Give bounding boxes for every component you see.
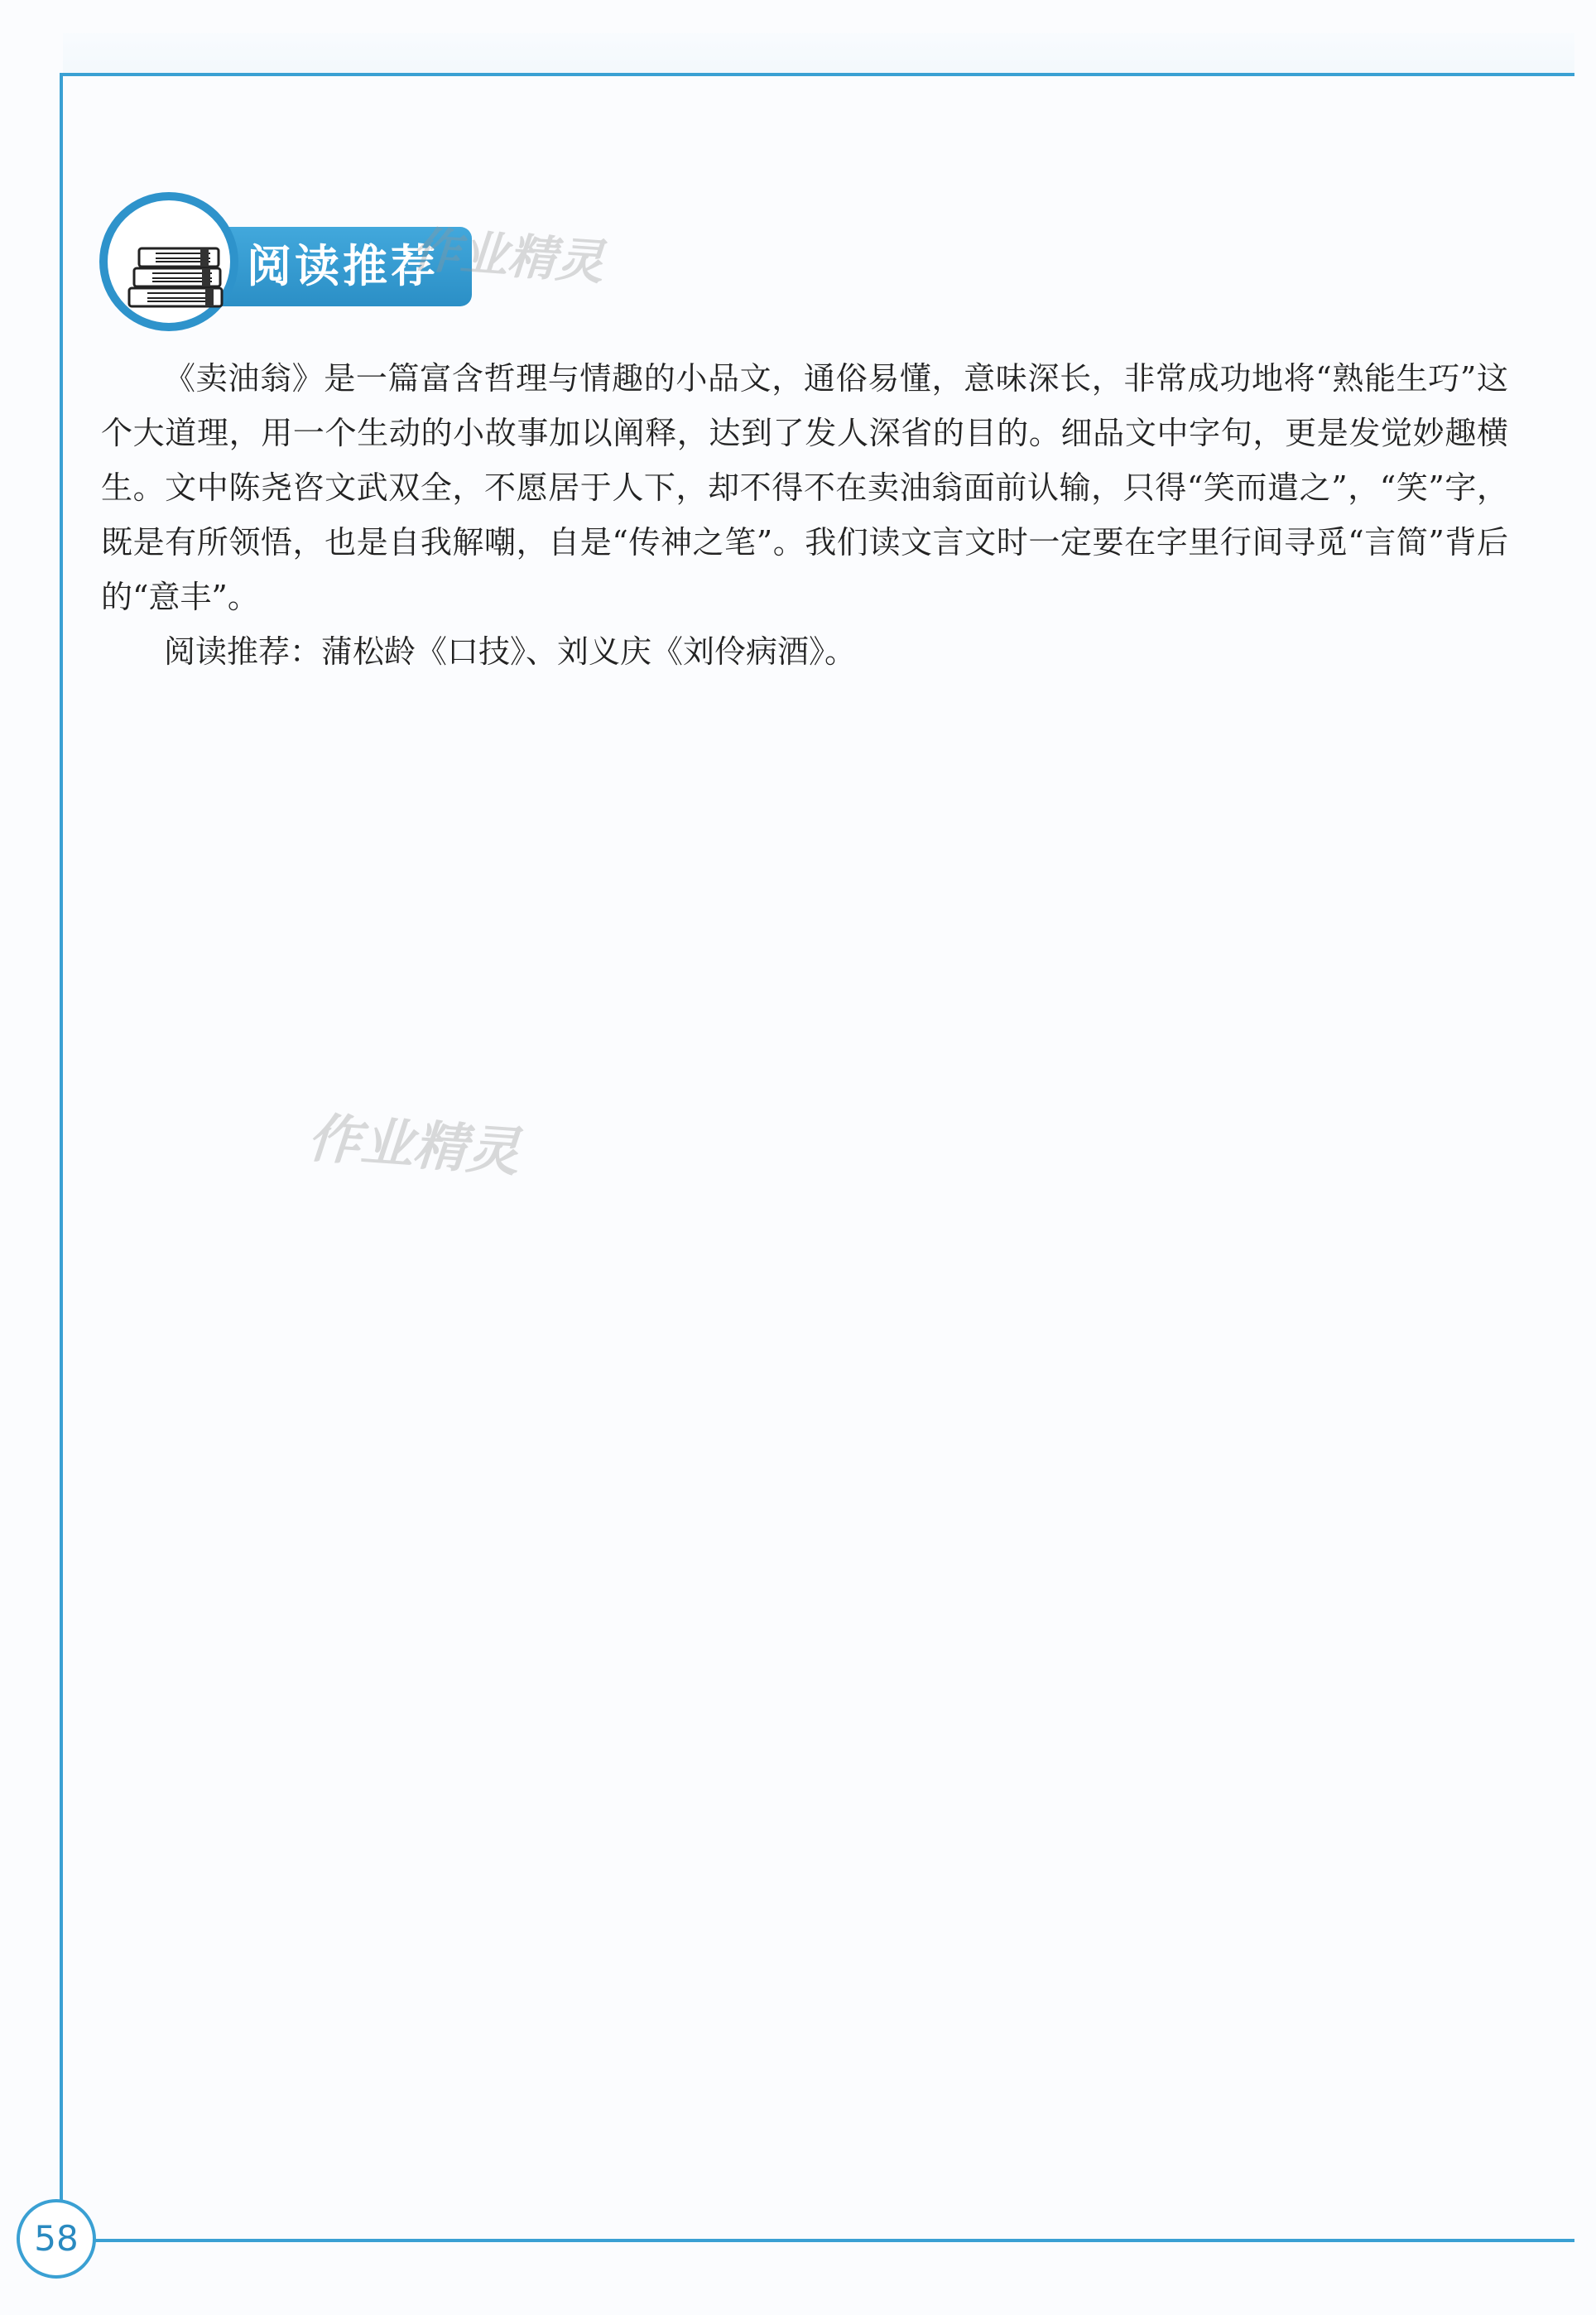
header-circle [99,192,238,331]
watermark: 作业精灵 [410,220,606,291]
reading-recommendation: 阅读推荐：蒲松龄《口技》、刘义庆《刘伶病酒》。 [164,633,857,670]
top-band [63,33,1574,73]
books-icon [123,225,230,316]
section-title: 阅读推荐 [247,240,439,292]
page-number-badge [17,2199,96,2279]
page-number: 58 [34,2218,79,2259]
body-text [101,351,1508,679]
paragraph: 《卖油翁》是一篇富含哲理与情趣的小品文，通俗易懂，意味深长，非常成功地将“熟能生巧”这个大道理，用一个生动的小故事加以阐释，达到了发人深省的目的。细品文中字句，更是发觉妙趣横生。文中陈尧咨文武双全，不愿居于人下，却不得不在卖油翁面前认输，只得“笑而遣之”，“笑”字，既是有所领悟，也是自我解嘲，自是“传神之笔”。我们读文言文时一定要在字里行间寻觅“言简”背后的“意丰”。 [101,360,1508,615]
watermark: 作业精灵 [305,1108,522,1184]
